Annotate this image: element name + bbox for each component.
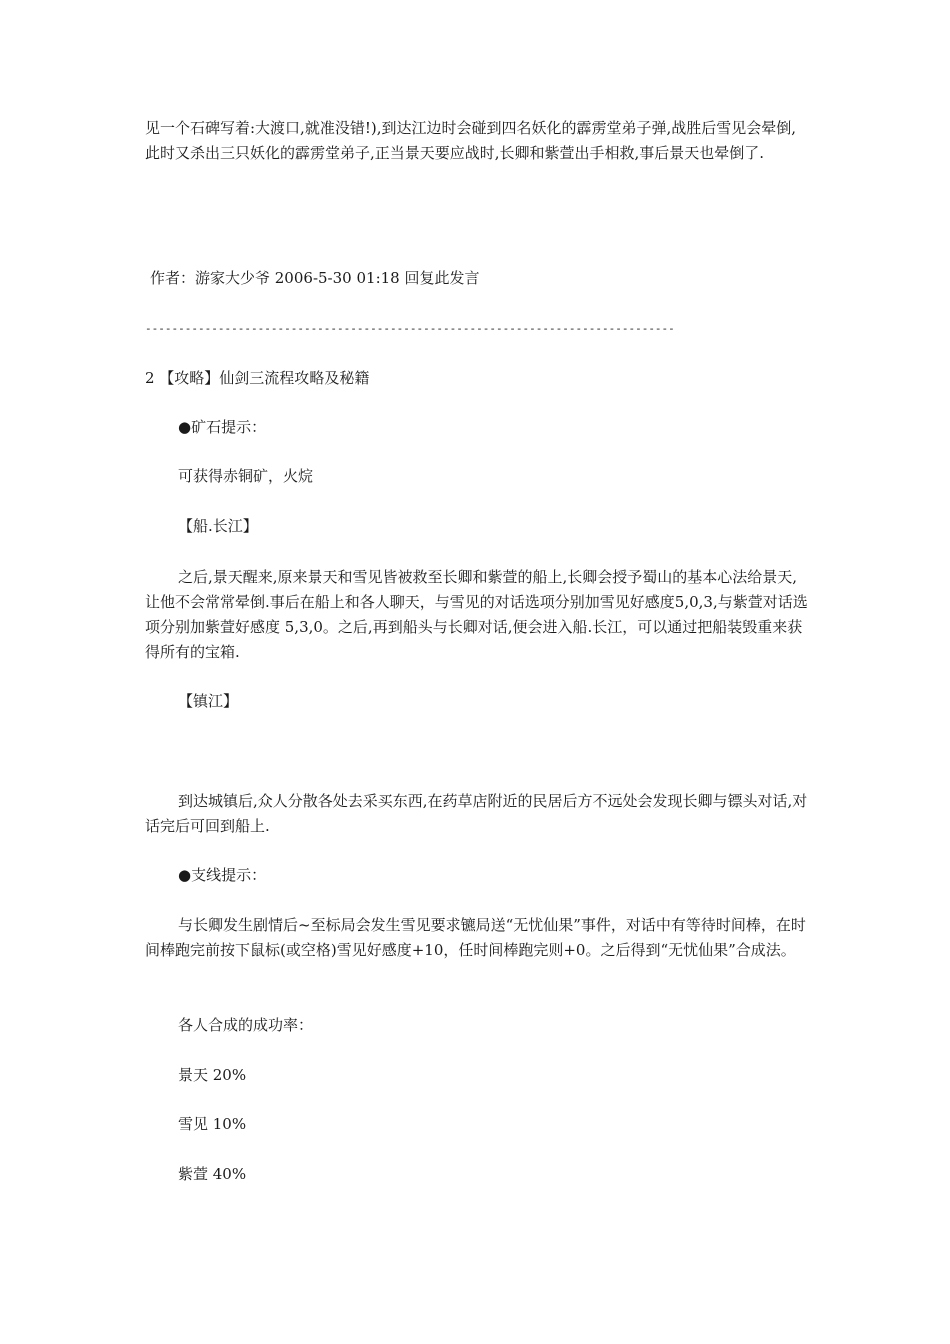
side-quest-tip-label: ●支线提示： — [178, 866, 267, 884]
boat-paragraph: 之后,景天醒来,原来景天和雪见皆被救至长卿和紫萱的船上,长卿会授予蜀山的基本心法给景天,让他不会常常晕倒.事后在船上和各人聊天，与雪见的对话选项分别加雪见好感度5,0,3,与紫萱对话选项分别加紫萱好感度 5,3,0。之后,再到船头与长卿对话,便会进入船.长江，可以通过把船装毁重来获得所有的宝箱. — [145, 568, 808, 661]
post-heading: 2 【攻略】仙剑三流程攻略及秘籍 — [145, 369, 370, 387]
ore-tip-label: ●矿石提示： — [178, 418, 267, 436]
zhenjiang-paragraph: 到达城镇后,众人分散各处去采买东西,在药草店附近的民居后方不远处会发现长卿与镖头对话,对话完后可回到船上. — [145, 792, 808, 835]
post-byline: 作者：游家大少爷 2006-5-30 01:18 回复此发言 — [150, 269, 480, 287]
success-rate-label: 各人合成的成功率： — [178, 1016, 314, 1034]
side-quest-paragraph: 与长卿发生剧情后~至标局会发生雪见要求镳局送“无忧仙果”事件，对话中有等待时间棒，在时间棒跑完前按下鼠标(或空格)雪见好感度+10，任时间棒跑完则+0。之后得到“无忧仙果”合成法。 — [145, 916, 806, 959]
rate-zixuan: 紫萱 40% — [178, 1165, 247, 1183]
section-title-zhenjiang: 【镇江】 — [178, 692, 239, 710]
ore-items-text: 可获得赤铜矿，火烷 — [178, 467, 314, 485]
intro-paragraph: 见一个石碑写着:大渡口,就准没错!),到达江边时会碰到四名妖化的霹雳堂弟子弹,战胜后雪见会晕倒,此时又杀出三只妖化的霹雳堂弟子,正当景天要应战时,长卿和紫萱出手相救,事后景天也晕倒了. — [145, 119, 797, 162]
rate-jingtian: 景天 20% — [178, 1066, 247, 1084]
section-title-boat: 【船.长江】 — [178, 517, 258, 535]
divider-line: -------------------------------------------------------------------------------- — [145, 322, 675, 335]
rate-xuejian: 雪见 10% — [178, 1115, 247, 1133]
